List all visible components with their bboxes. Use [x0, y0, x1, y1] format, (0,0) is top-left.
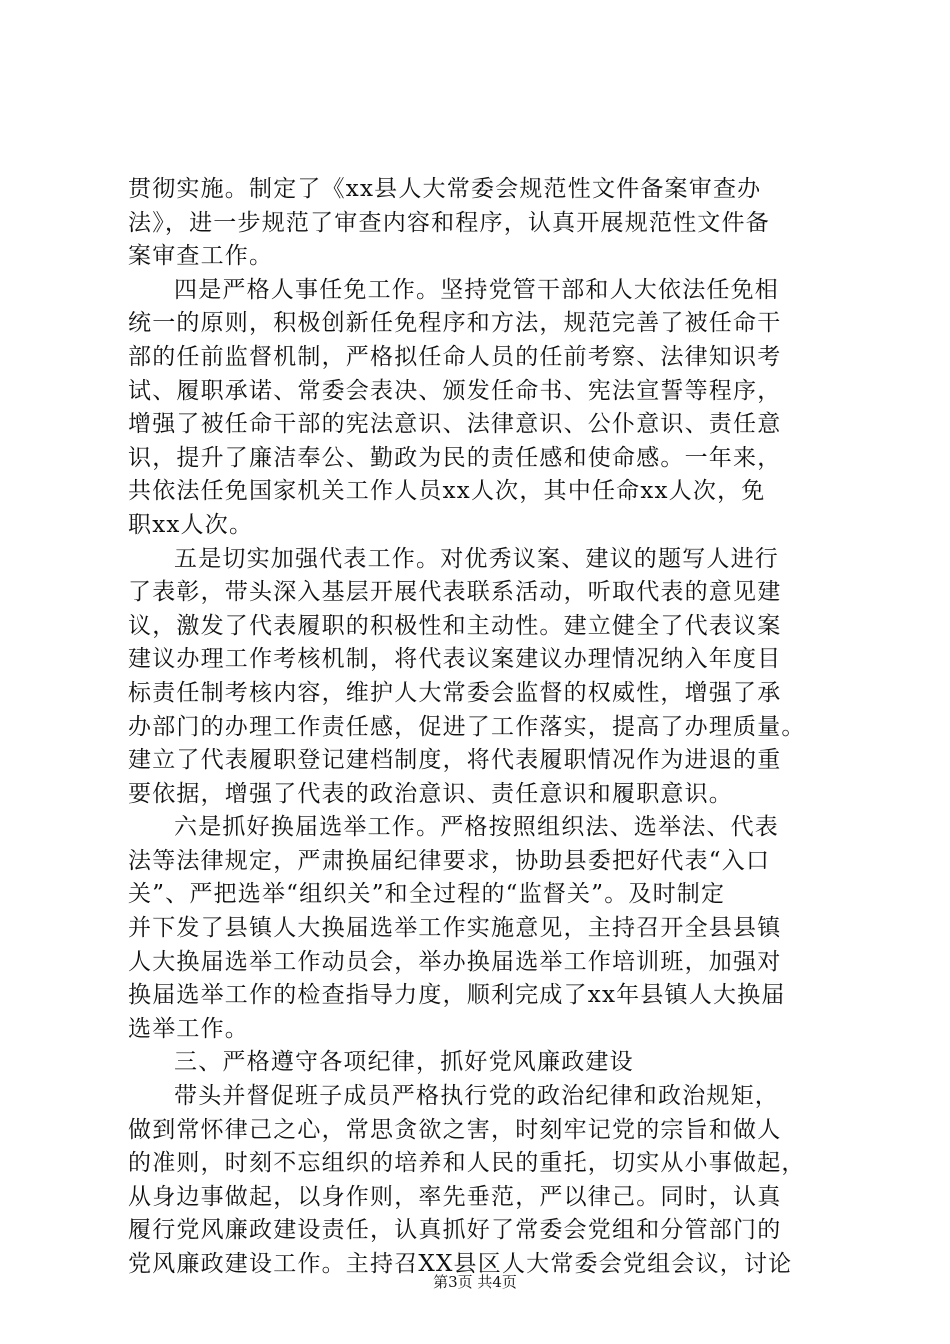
text-line: 办部门的办理工作责任感，促进了工作落实，提高了办理质量。 [128, 713, 806, 740]
text-line: 从身边事做起，以身作则，率先垂范，严以律己。同时，认真 [128, 1183, 782, 1210]
paragraph-start-line: 四是严格人事任免工作。坚持党管干部和人大依法任免相 [174, 276, 779, 303]
text-line: 贯彻实施。制定了《xx县人大常委会规范性文件备案审查办 [128, 176, 762, 202]
paragraph-start-line: 六是抓好换届选举工作。严格按照组织法、选举法、代表 [174, 814, 779, 841]
text-line: 部的任前监督机制，严格拟任命人员的任前考察、法律知识考 [128, 343, 782, 370]
text-line: 识，提升了廉洁奉公、勤政为民的责任感和使命感。一年来， [128, 444, 782, 471]
page-number-label: 第3页 共4页 [433, 1273, 517, 1291]
text-line: 建立了代表履职登记建档制度，将代表履职情况作为进退的重 [128, 747, 782, 774]
text-line: 人大换届选举工作动员会，举办换届选举工作培训班，加强对 [128, 948, 782, 975]
text-line: 履行党风廉政建设责任，认真抓好了常委会党组和分管部门的 [128, 1217, 782, 1244]
body-text [128, 173, 848, 1282]
text-line: 职xx人次。 [128, 511, 254, 538]
text-line: 增强了被任命干部的宪法意识、法律意识、公仆意识、责任意 [128, 411, 782, 438]
text-line: 试、履职承诺、常委会表决、颁发任命书、宪法宣誓等程序， [128, 377, 782, 404]
text-line: 法》，进一步规范了审查内容和程序，认真开展规范性文件备 [128, 209, 770, 236]
text-line: 做到常怀律己之心，常思贪欲之害，时刻牢记党的宗旨和做人 [128, 1116, 782, 1143]
text-line: 换届选举工作的检查指导力度，顺利完成了xx年县镇人大换届 [128, 982, 786, 1009]
text-line: 了表彰，带头深入基层开展代表联系活动，听取代表的意见建 [128, 579, 782, 606]
section-heading: 三、严格遵守各项纪律，抓好党风廉政建设 [174, 1049, 634, 1076]
page-footer [0, 1272, 950, 1292]
paragraph-start-line: 五是切实加强代表工作。对优秀议案、建议的题写人进行 [174, 545, 779, 572]
text-line: 共依法任免国家机关工作人员xx人次，其中任命xx人次，免 [128, 478, 766, 505]
text-line: 的准则，时刻不忘组织的培养和人民的重托，切实从小事做起， [128, 1150, 806, 1177]
text-line: 选举工作。 [128, 1015, 249, 1042]
text-line: 并下发了县镇人大换届选举工作实施意见，主持召开全县县镇 [128, 915, 782, 942]
text-line: 案审查工作。 [128, 243, 274, 270]
text-line: 要依据，增强了代表的政治意识、责任意识和履职意识。 [128, 780, 733, 807]
paragraph-start-line: 带头并督促班子成员严格执行党的政治纪律和政治规矩， [174, 1083, 779, 1110]
text-line: 党风廉政建设工作。主持召XX县区人大常委会党组会议，讨论 [128, 1251, 793, 1277]
text-line: 关”、严把选举“组织关”和全过程的“监督关”。及时制定 [128, 881, 726, 908]
text-line: 标责任制考核内容，维护人大常委会监督的权威性，增强了承 [128, 679, 782, 706]
text-line: 法等法律规定，严肃换届纪律要求，协助县委把好代表“入口 [128, 847, 771, 874]
text-line: 议，激发了代表履职的积极性和主动性。建立健全了代表议案 [128, 612, 782, 639]
text-line: 统一的原则，积极创新任免程序和方法，规范完善了被任命干 [128, 310, 782, 337]
text-line: 建议办理工作考核机制，将代表议案建议办理情况纳入年度目 [128, 646, 782, 673]
